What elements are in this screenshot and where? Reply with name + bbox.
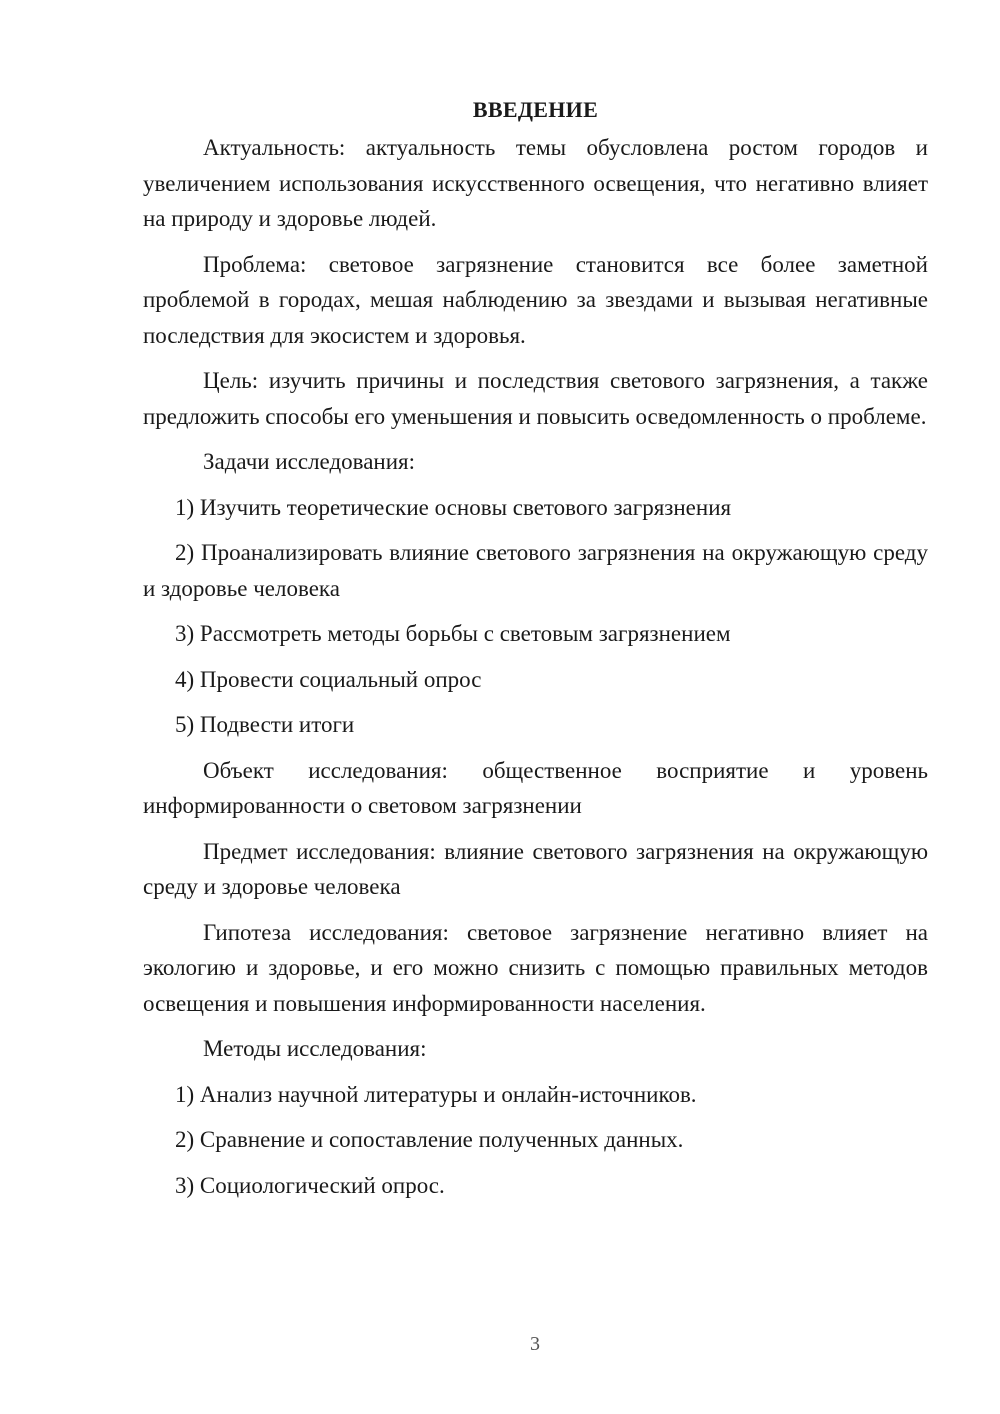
- paragraph-tasks-heading: Задачи исследования:: [203, 449, 416, 474]
- list-item-task-5: 5) Подвести итоги: [175, 712, 355, 737]
- section-heading: ВВЕДЕНИЕ: [472, 97, 599, 122]
- paragraph-methods-heading: Методы исследования:: [203, 1036, 427, 1061]
- paragraph-subject: Предмет исследования: влияние светового загрязнения на окружающую среду и здоровье человека: [143, 838, 928, 899]
- list-item-task-2: 2) Проанализировать влияние светового загрязнения на окружающую среду и здоровье человека: [143, 540, 928, 601]
- list-item-task-1: 1) Изучить теоретические основы светового загрязнения: [175, 494, 732, 520]
- page-number: 3: [530, 1333, 540, 1355]
- list-item-task-4: 4) Провести социальный опрос: [175, 666, 482, 692]
- paragraph-object: Объект исследования: общественное восприятие и уровень информированности о световом загрязнении: [143, 757, 928, 818]
- paragraph-hypothesis: Гипотеза исследования: световое загрязнение негативно влияет на экологию и здоровье, и его можно снизить с помощью правильных методов освещения и повышения информированности населения.: [143, 919, 928, 1016]
- paragraph-goal: Цель: изучить причины и последствия светового загрязнения, а также предложить способы его уменьшения и повысить осведомленность о проблеме.: [143, 368, 928, 429]
- list-item-method-2: 2) Сравнение и сопоставление полученных данных.: [175, 1127, 684, 1152]
- list-item-task-3: 3) Рассмотреть методы борьбы с световым загрязнением: [175, 621, 731, 646]
- paragraph-relevance: Актуальность: актуальность темы обусловлена ростом городов и увеличением использования искусственного освещения, что негативно влияет на природу и здоровье людей.: [143, 135, 928, 231]
- list-item-method-1: 1) Анализ научной литературы и онлайн-источников.: [175, 1081, 697, 1107]
- paragraph-problem: Проблема: световое загрязнение становится все более заметной проблемой в городах, мешая наблюдению за звездами и вызывая негативные последствия для экосистем и здоровья.: [143, 251, 928, 348]
- list-item-method-3: 3) Социологический опрос.: [175, 1172, 445, 1198]
- page-content: [143, 92, 928, 1213]
